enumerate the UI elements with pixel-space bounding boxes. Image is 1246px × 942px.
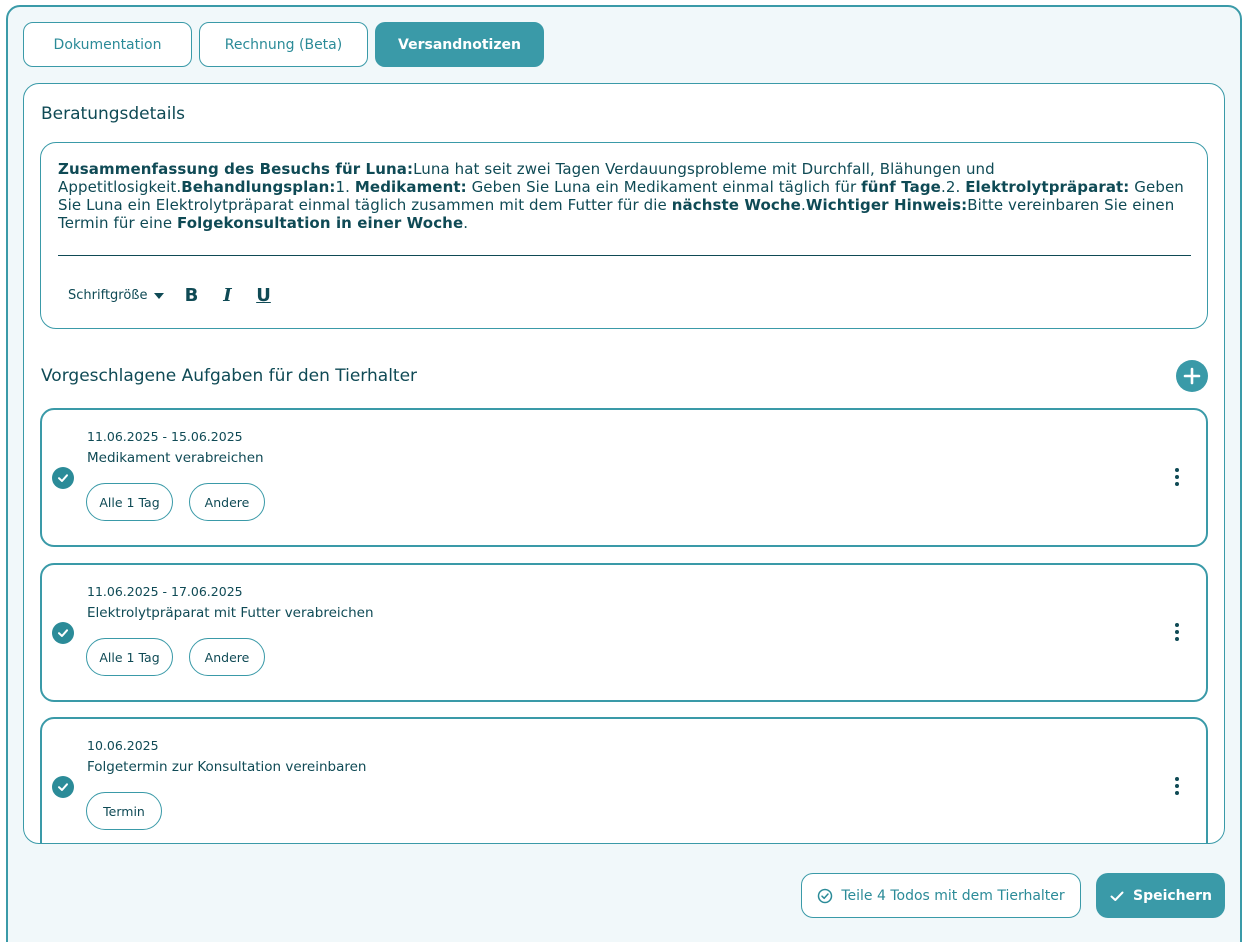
task-date: 11.06.2025 - 17.06.2025 bbox=[87, 584, 243, 599]
add-task-button[interactable] bbox=[1176, 360, 1208, 392]
task-card[interactable] bbox=[40, 717, 1208, 844]
tab-documentation[interactable]: Dokumentation bbox=[23, 22, 192, 67]
font-size-label: Schriftgröße bbox=[68, 287, 148, 303]
italic-button[interactable]: I bbox=[223, 284, 232, 306]
save-button[interactable] bbox=[1096, 873, 1225, 918]
plus-icon bbox=[1183, 367, 1201, 385]
check-circle-icon[interactable] bbox=[52, 467, 74, 489]
check-icon bbox=[1109, 888, 1125, 904]
frequency-chip[interactable]: Alle 1 Tag bbox=[86, 483, 173, 521]
task-title: Medikament verabreichen bbox=[87, 450, 264, 466]
share-todos-label: Teile 4 Todos mit dem Tierhalter bbox=[841, 887, 1065, 904]
task-title: Folgetermin zur Konsultation vereinbaren bbox=[87, 759, 367, 775]
suggested-tasks-title: Vorgeschlagene Aufgaben für den Tierhalter bbox=[41, 366, 418, 386]
summary-heading-medication: Medikament: bbox=[354, 178, 467, 196]
task-date: 11.06.2025 - 15.06.2025 bbox=[87, 429, 243, 444]
summary-heading-note: Wichtiger Hinweis: bbox=[805, 196, 968, 214]
task-card[interactable] bbox=[40, 563, 1208, 702]
editor-toolbar bbox=[68, 283, 274, 307]
tab-shipping-notes[interactable]: Versandnotizen bbox=[375, 22, 544, 67]
check-circle-icon[interactable] bbox=[52, 622, 74, 644]
summary-heading-electrolyte: Elektrolytpräparat: bbox=[965, 178, 1130, 196]
other-chip[interactable]: Andere bbox=[189, 483, 265, 521]
frequency-chip[interactable]: Alle 1 Tag bbox=[86, 638, 173, 676]
more-vertical-icon[interactable] bbox=[1172, 623, 1182, 641]
font-size-dropdown[interactable] bbox=[68, 288, 164, 303]
consultation-editor[interactable] bbox=[40, 142, 1208, 329]
save-label: Speichern bbox=[1132, 887, 1213, 904]
check-circle-icon[interactable] bbox=[52, 776, 74, 798]
tab-invoice-beta[interactable]: Rechnung (Beta) bbox=[199, 22, 368, 67]
task-date: 10.06.2025 bbox=[87, 738, 159, 753]
bold-button[interactable]: B bbox=[184, 284, 199, 306]
other-chip[interactable]: Andere bbox=[189, 638, 265, 676]
more-vertical-icon[interactable] bbox=[1172, 468, 1182, 486]
summary-heading-visit: Zusammenfassung des Besuchs für Luna: bbox=[58, 160, 414, 178]
check-circle-outline-icon bbox=[817, 888, 833, 904]
consultation-summary-text[interactable]: Zusammenfassung des Besuchs für Luna:Luna hat seit zwei Tagen Verdauungsprobleme mit Durchfall, Blähungen und Appetitlosigkeit.Behandlungsplan:1. Medikament: Geben Sie Luna ein Medikament einmal täglich für fünf Tage.2. Elektrolytpräparat: Geben Sie Luna ein Elektrolytpräparat einmal täglich zusammen mit dem Futter für die nächste Woche.Wichtiger Hinweis:Bitte vereinbaren Sie einen Termin für eine Folgekonsultation in einer Woche. bbox=[58, 160, 1184, 232]
summary-heading-plan: Behandlungsplan: bbox=[181, 178, 336, 196]
appointment-chip[interactable]: Termin bbox=[86, 792, 162, 830]
caret-down-icon bbox=[154, 293, 164, 299]
more-vertical-icon[interactable] bbox=[1172, 777, 1182, 795]
consultation-details-title: Beratungsdetails bbox=[41, 104, 186, 124]
task-card[interactable] bbox=[40, 408, 1208, 547]
underline-button[interactable]: U bbox=[256, 284, 271, 306]
editor-divider bbox=[58, 255, 1191, 256]
main-panel bbox=[23, 83, 1225, 844]
share-todos-button[interactable] bbox=[801, 873, 1081, 918]
task-title: Elektrolytpräparat mit Futter verabreichen bbox=[87, 605, 374, 621]
